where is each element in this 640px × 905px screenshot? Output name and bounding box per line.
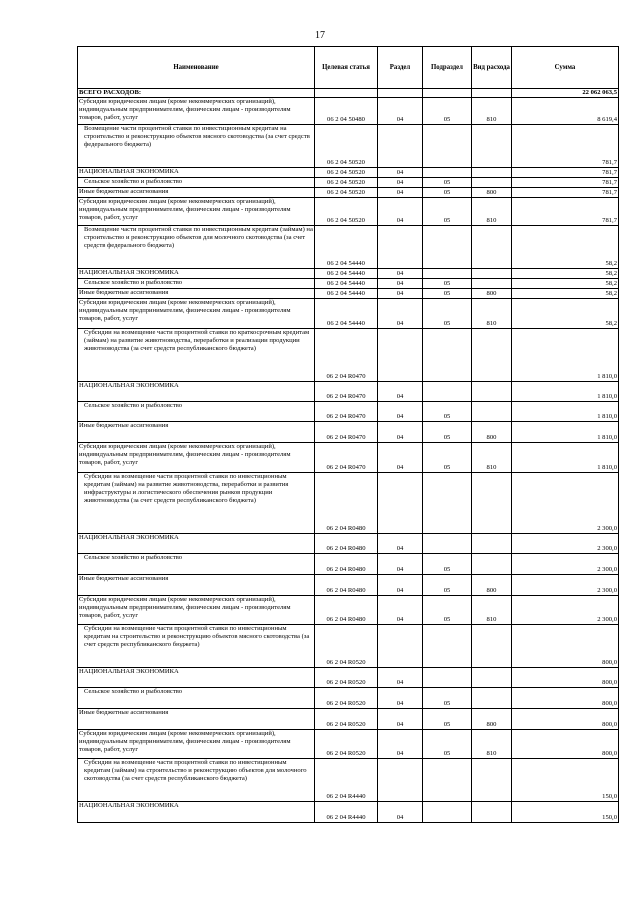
row-amount: 800,0 [512,709,619,730]
row-name: Субсидии юридическим лицам (кроме некоммерческих организаций), индивидуальным предпринимателям, физическим лицам - производителям товаров, работ, услуг [78,730,315,759]
row-amount: 781,7 [512,198,619,226]
table-row [78,269,619,279]
row-name: ВСЕГО РАСХОДОВ: [78,89,315,98]
row-section [378,759,423,802]
row-expense-type [472,329,512,382]
row-subsection: 05 [423,98,472,125]
row-subsection [423,168,472,178]
row-expense-type [472,269,512,279]
table-row [78,299,619,329]
row-amount: 58,2 [512,299,619,329]
table-row [78,382,619,402]
row-expense-type: 810 [472,443,512,473]
row-section: 04 [378,534,423,554]
row-expense-type: 800 [472,575,512,596]
row-amount: 2 300,0 [512,596,619,625]
table-row [78,226,619,269]
row-subsection [423,625,472,668]
row-target-article: 06 2 04 50480 [315,98,378,125]
table-row [78,554,619,575]
page-number: 17 [315,30,325,41]
row-target-article: 06 2 04 54440 [315,279,378,289]
row-expense-type [472,178,512,188]
row-section: 04 [378,279,423,289]
row-amount: 1 810,0 [512,329,619,382]
row-section: 04 [378,178,423,188]
row-section: 04 [378,730,423,759]
table-row [78,289,619,299]
row-expense-type [472,125,512,168]
row-section: 04 [378,443,423,473]
row-target-article: 06 2 04 R0480 [315,473,378,534]
row-name: НАЦИОНАЛЬНАЯ ЭКОНОМИКА [78,382,315,402]
row-section: 04 [378,575,423,596]
row-subsection [423,226,472,269]
row-name: Субсидии юридическим лицам (кроме некоммерческих организаций), индивидуальным предпринимателям, физическим лицам - производителям товаров, работ, услуг [78,596,315,625]
row-target-article: 06 2 04 R4440 [315,759,378,802]
row-target-article: 06 2 04 R0480 [315,554,378,575]
header-section: Раздел [378,47,423,89]
row-expense-type: 800 [472,188,512,198]
row-amount: 800,0 [512,668,619,688]
row-subsection: 05 [423,289,472,299]
table-row [78,188,619,198]
row-name: Иные бюджетные ассигнования [78,575,315,596]
row-target-article: 06 2 04 R0520 [315,668,378,688]
table-row [78,279,619,289]
row-name: НАЦИОНАЛЬНАЯ ЭКОНОМИКА [78,802,315,823]
row-expense-type [472,534,512,554]
row-target-article: 06 2 04 50520 [315,188,378,198]
row-subsection [423,269,472,279]
row-name: НАЦИОНАЛЬНАЯ ЭКОНОМИКА [78,168,315,178]
row-amount: 22 062 063,5 [512,89,619,98]
row-expense-type: 810 [472,98,512,125]
row-name: НАЦИОНАЛЬНАЯ ЭКОНОМИКА [78,534,315,554]
table-row [78,422,619,443]
row-target-article: 06 2 04 R0470 [315,443,378,473]
row-name: Возмещение части процентной ставки по инвестиционным кредитам (займам) на строительство и реконструкцию объектов для молочного скотоводства (за счет средств федерального бюджета) [78,226,315,269]
row-target-article: 06 2 04 54440 [315,269,378,279]
row-amount: 1 810,0 [512,402,619,422]
row-expense-type [472,688,512,709]
row-expense-type [472,168,512,178]
row-section: 04 [378,422,423,443]
row-name: Сельское хозяйство и рыболовство [78,402,315,422]
row-expense-type: 810 [472,198,512,226]
table-row [78,178,619,188]
row-amount: 1 810,0 [512,443,619,473]
row-amount: 800,0 [512,730,619,759]
table-row [78,198,619,226]
row-subsection: 05 [423,279,472,289]
row-target-article: 06 2 04 R0520 [315,709,378,730]
table-row [78,688,619,709]
row-expense-type: 800 [472,422,512,443]
row-subsection [423,89,472,98]
row-section [378,329,423,382]
row-name: Субсидии на возмещение части процентной ставки по краткосрочным кредитам (займам) на развитие животноводства, переработки и реализации продукции животноводства (за счет средств республиканского бюджета) [78,329,315,382]
table-row [78,89,619,98]
table-row [78,125,619,168]
row-amount: 58,2 [512,226,619,269]
row-name: НАЦИОНАЛЬНАЯ ЭКОНОМИКА [78,269,315,279]
row-subsection: 05 [423,554,472,575]
row-subsection [423,534,472,554]
budget-table [77,46,619,823]
row-amount: 2 300,0 [512,473,619,534]
table-body [78,89,619,823]
row-amount: 781,7 [512,178,619,188]
row-expense-type: 810 [472,596,512,625]
row-section: 04 [378,98,423,125]
row-target-article: 06 2 04 R0520 [315,688,378,709]
header-expense-type: Вид расхода [472,47,512,89]
row-section: 04 [378,168,423,178]
row-subsection: 05 [423,188,472,198]
row-target-article: 06 2 04 R0480 [315,534,378,554]
row-target-article: 06 2 04 R0470 [315,329,378,382]
row-subsection [423,668,472,688]
row-subsection [423,125,472,168]
table-row [78,443,619,473]
row-amount: 150,0 [512,759,619,802]
row-expense-type [472,625,512,668]
row-expense-type [472,279,512,289]
row-target-article: 06 2 04 54440 [315,226,378,269]
header-target-article: Целевая статья [315,47,378,89]
row-expense-type [472,226,512,269]
row-target-article: 06 2 04 R0480 [315,575,378,596]
row-section: 04 [378,802,423,823]
row-name: Субсидии на возмещение части процентной ставки по инвестиционным кредитам (займам) на развитие животноводства, переработки и развития инфраструктуры и логистического обеспечения рынков продукции животноводства (за счет средств республиканского бюджета) [78,473,315,534]
row-subsection: 05 [423,299,472,329]
row-subsection: 05 [423,422,472,443]
row-target-article: 06 2 04 R4440 [315,802,378,823]
row-subsection: 05 [423,178,472,188]
row-target-article: 06 2 04 R0470 [315,402,378,422]
row-target-article: 06 2 04 50520 [315,125,378,168]
header-name: Наименование [78,47,315,89]
row-target-article: 06 2 04 50520 [315,168,378,178]
row-section: 04 [378,688,423,709]
row-name: Субсидии на возмещение части процентной ставки по инвестиционным кредитам (займам) на строительство и реконструкцию объектов для молочного скотоводства (за счет средств республиканского бюджета) [78,759,315,802]
row-expense-type [472,759,512,802]
table-row [78,473,619,534]
row-name: Субсидии юридическим лицам (кроме некоммерческих организаций), индивидуальным предпринимателям, физическим лицам - производителям товаров, работ, услуг [78,98,315,125]
row-amount: 1 810,0 [512,422,619,443]
row-name: Иные бюджетные ассигнования [78,289,315,299]
header-subsection: Подраздел [423,47,472,89]
row-amount: 800,0 [512,688,619,709]
row-subsection [423,382,472,402]
row-name: НАЦИОНАЛЬНАЯ ЭКОНОМИКА [78,668,315,688]
row-expense-type [472,554,512,575]
row-section: 04 [378,668,423,688]
row-amount: 781,7 [512,125,619,168]
row-amount: 1 810,0 [512,382,619,402]
row-amount: 800,0 [512,625,619,668]
row-target-article: 06 2 04 50520 [315,198,378,226]
row-section [378,226,423,269]
row-amount: 58,2 [512,289,619,299]
row-section: 04 [378,188,423,198]
row-subsection [423,759,472,802]
row-subsection: 05 [423,443,472,473]
row-target-article: 06 2 04 R0480 [315,596,378,625]
row-amount: 150,0 [512,802,619,823]
row-target-article: 06 2 04 R0520 [315,625,378,668]
row-section: 04 [378,198,423,226]
row-amount: 58,2 [512,279,619,289]
row-subsection [423,802,472,823]
row-name: Сельское хозяйство и рыболовство [78,554,315,575]
row-target-article [315,89,378,98]
row-section: 04 [378,554,423,575]
row-expense-type [472,382,512,402]
row-expense-type: 800 [472,289,512,299]
row-amount: 2 300,0 [512,534,619,554]
table-row [78,402,619,422]
row-section [378,473,423,534]
row-name: Субсидии юридическим лицам (кроме некоммерческих организаций), индивидуальным предпринимателям, физическим лицам - производителям товаров, работ, услуг [78,443,315,473]
row-section: 04 [378,269,423,279]
row-expense-type [472,668,512,688]
row-name: Сельское хозяйство и рыболовство [78,178,315,188]
row-name: Сельское хозяйство и рыболовство [78,279,315,289]
table-row [78,98,619,125]
row-target-article: 06 2 04 54440 [315,289,378,299]
table-row [78,625,619,668]
row-expense-type [472,802,512,823]
row-section [378,125,423,168]
table-row [78,709,619,730]
row-target-article: 06 2 04 R0520 [315,730,378,759]
row-subsection: 05 [423,198,472,226]
row-section: 04 [378,382,423,402]
table-row [78,802,619,823]
row-name: Субсидии юридическим лицам (кроме некоммерческих организаций), индивидуальным предпринимателям, физическим лицам - производителям товаров, работ, услуг [78,299,315,329]
row-name: Иные бюджетные ассигнования [78,709,315,730]
table-row [78,759,619,802]
row-section: 04 [378,299,423,329]
row-name: Субсидии на возмещение части процентной ставки по инвестиционным кредитам на строительство и реконструкцию объектов мясного скотоводства (за счет средств республиканского бюджета) [78,625,315,668]
row-subsection: 05 [423,575,472,596]
row-subsection: 05 [423,402,472,422]
row-section: 04 [378,289,423,299]
row-amount: 58,2 [512,269,619,279]
row-name: Сельское хозяйство и рыболовство [78,688,315,709]
row-subsection: 05 [423,688,472,709]
row-subsection: 05 [423,730,472,759]
row-amount: 8 619,4 [512,98,619,125]
table-row [78,730,619,759]
row-subsection: 05 [423,709,472,730]
row-subsection [423,473,472,534]
row-subsection: 05 [423,596,472,625]
row-section: 04 [378,596,423,625]
row-expense-type: 800 [472,709,512,730]
row-expense-type: 810 [472,299,512,329]
table-row [78,596,619,625]
row-expense-type [472,402,512,422]
row-target-article: 06 2 04 R0470 [315,382,378,402]
row-target-article: 06 2 04 R0470 [315,422,378,443]
row-amount: 2 300,0 [512,575,619,596]
row-name: Иные бюджетные ассигнования [78,422,315,443]
row-amount: 2 300,0 [512,554,619,575]
header-amount: Сумма [512,47,619,89]
row-subsection [423,329,472,382]
row-name: Субсидии юридическим лицам (кроме некоммерческих организаций), индивидуальным предпринимателям, физическим лицам - производителям товаров, работ, услуг [78,198,315,226]
row-amount: 781,7 [512,188,619,198]
table-row [78,534,619,554]
row-target-article: 06 2 04 50520 [315,178,378,188]
row-section [378,625,423,668]
table-row [78,575,619,596]
row-name: Иные бюджетные ассигнования [78,188,315,198]
row-target-article: 06 2 04 54440 [315,299,378,329]
row-amount: 781,7 [512,168,619,178]
row-expense-type [472,473,512,534]
row-section [378,89,423,98]
row-section: 04 [378,709,423,730]
table-row [78,168,619,178]
row-section: 04 [378,402,423,422]
row-name: Возмещение части процентной ставки по инвестиционным кредитам на строительство и реконструкцию объектов мясного скотоводства (за счет средств федерального бюджета) [78,125,315,168]
table-row [78,668,619,688]
table-header-row [78,47,619,89]
row-expense-type [472,89,512,98]
row-expense-type: 810 [472,730,512,759]
table-row [78,329,619,382]
